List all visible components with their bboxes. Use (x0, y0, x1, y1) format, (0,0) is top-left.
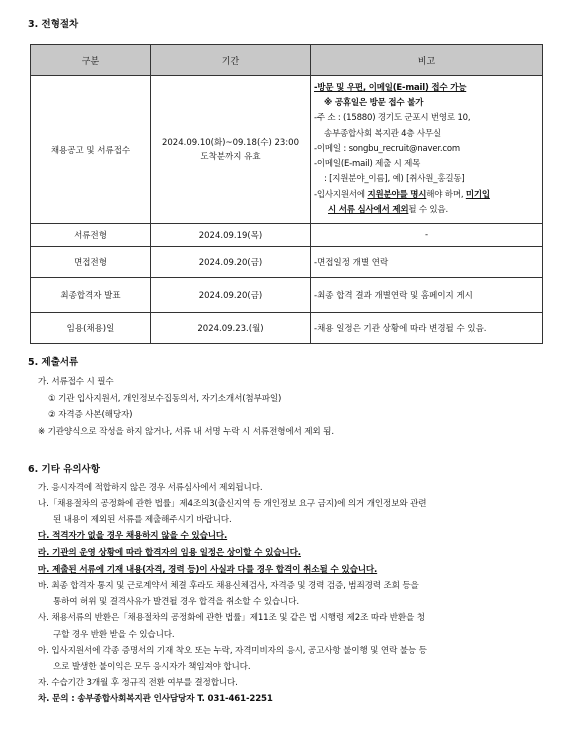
section-title-procedure: 3. 전형절차 (28, 19, 79, 30)
contact-line: 차. 문의 : 송부종합사회복지관 인사담당자 T. 031-461-2251 (38, 694, 273, 704)
note-text: 해야 하며, (426, 189, 466, 200)
row-period: 2024.09.20(금) (151, 247, 311, 278)
row-category: 서류전형 (31, 224, 151, 247)
row-period (151, 76, 311, 224)
note-line (314, 203, 539, 218)
procedure-table (30, 44, 543, 344)
table-row (31, 313, 543, 344)
section-title-documents: 5. 제출서류 (28, 357, 79, 368)
note-item: 자. 수습기간 3개월 후 정규직 전환 여부를 결정합니다. (38, 678, 238, 688)
note-item: 아. 입사지원서에 각종 증명서의 기재 착오 또는 누락, 자격미비자의 응시, 공고사항 불이행 및 연락 불능 등 (38, 646, 427, 656)
note-item: 통하여 허위 및 결격사유가 발견될 경우 합격을 취소할 수 있습니다. (53, 597, 299, 607)
note-item: 라. 기관의 운영 상황에 따라 합격자의 임용 일정은 상이할 수 있습니다. (38, 548, 301, 558)
table-row (31, 224, 543, 247)
doc-line: ※ 기관양식으로 작성을 하지 않거나, 서류 내 서명 누락 시 서류전형에서 제외 됨. (38, 427, 334, 437)
note-emphasis: 지원분야를 명시 (367, 189, 427, 200)
row-note: -최종 합격 결과 개별연락 및 홈페이지 게시 (311, 278, 543, 313)
note-item: 가. 응시자격에 적합하지 않은 경우 서류심사에서 제외됩니다. (38, 483, 263, 493)
row-category: 최종합격자 발표 (31, 278, 151, 313)
period-line: 도착분까지 유효 (200, 151, 261, 162)
note-emphasis: 시 서류 심사에서 제외 (328, 204, 409, 215)
row-note (311, 76, 543, 224)
header-category: 구분 (31, 45, 151, 76)
table-row (31, 247, 543, 278)
header-period: 기간 (151, 45, 311, 76)
note-item: 다. 적격자가 없을 경우 채용하지 않을 수 있습니다. (38, 531, 228, 541)
note-item: 바. 최종 합격자 통지 및 근로계약서 체결 후라도 채용신체검사, 자격증 및 경력 검증, 범죄경력 조회 등을 (38, 581, 419, 591)
row-period: 2024.09.23.(월) (151, 313, 311, 344)
doc-line: ② 자격증 사본(해당자) (48, 410, 133, 420)
table-row (31, 278, 543, 313)
note-line: -이메일 : songbu_recruit@naver.com (314, 143, 460, 154)
note-line: -방문 및 우편, 이메일(E-mail) 접수 가능 (314, 83, 467, 94)
row-note: -면접일정 개별 연락 (311, 247, 543, 278)
doc-line: 가. 서류접수 시 필수 (38, 377, 114, 387)
note-text: 될 수 있음. (408, 204, 448, 215)
row-note: -채용 일정은 기관 상황에 따라 변경될 수 있음. (311, 313, 543, 344)
note-item: 구할 경우 반환 받을 수 있습니다. (53, 630, 175, 640)
row-period: 2024.09.20(금) (151, 278, 311, 313)
row-note: - (311, 224, 543, 247)
row-category: 임용(채용)일 (31, 313, 151, 344)
note-line: : [지원분야_이름], 예) [취사원_홍길동] (324, 174, 465, 185)
note-line: -이메일(E-mail) 제출 시 제목 (314, 159, 421, 170)
section-title-notes: 6. 기타 유의사항 (28, 464, 100, 475)
period-line: 2024.09.10(화)~09.18(수) 23:00 (161, 137, 299, 148)
header-note: 비고 (311, 45, 543, 76)
note-item: 나.「채용절차의 공정화에 관한 법률」제4조의3(출신지역 등 개인정보 요구 금지)에 의거 개인정보와 관련 (38, 499, 427, 509)
row-category: 채용공고 및 서류접수 (31, 76, 151, 224)
note-line: -주 소 : (15880) 경기도 군포시 번영로 10, (314, 113, 471, 124)
note-line: ※ 공휴일은 방문 접수 불가 (324, 98, 424, 109)
table-row (31, 76, 543, 224)
note-emphasis: 미기입 (465, 189, 490, 200)
note-item: 마. 제출된 서류에 기재 내용(자격, 경력 등)이 사실과 다를 경우 합격이 취소될 수 있습니다. (38, 565, 378, 575)
row-category: 면접전형 (31, 247, 151, 278)
doc-line: ① 기관 입사지원서, 개인정보수집동의서, 자기소개서(첨부파일) (48, 394, 282, 404)
row-period: 2024.09.19(목) (151, 224, 311, 247)
note-item: 으로 발생한 불이익은 모두 응시자가 책임져야 합니다. (53, 662, 251, 672)
note-item: 사. 채용서류의 반환은「채용절차의 공정화에 관한 법률」제11조 및 같은 법 시행령 제2조 따라 반환을 청 (38, 613, 425, 623)
note-item: 된 내용이 제외된 서류를 제출해주시기 바랍니다. (53, 515, 232, 525)
note-line (314, 188, 539, 203)
note-line: 송부종합사회 복지관 4층 사무실 (324, 128, 441, 139)
table-header-row (31, 45, 543, 76)
note-text: -입사지원서에 (314, 189, 368, 200)
